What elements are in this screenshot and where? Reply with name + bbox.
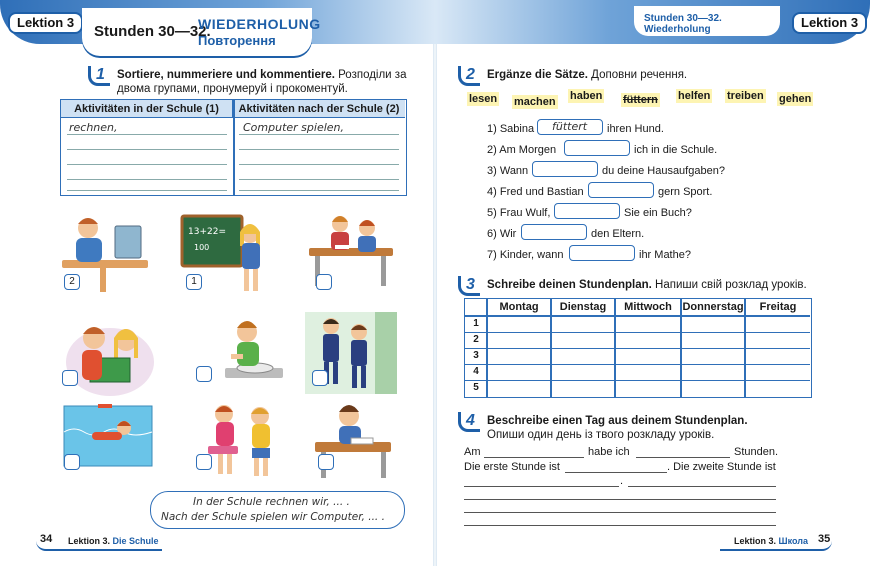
exercise-3-task-bold: Schreibe deinen Stundenplan.	[487, 279, 652, 291]
left-lesson-tab: Lektion 3	[8, 12, 83, 34]
exercise-2-task-rest: Доповни речення.	[587, 69, 688, 81]
answer-line[interactable]	[636, 457, 730, 458]
exercise-3-task	[487, 278, 807, 292]
right-footer-lektion: Lektion 3.	[734, 536, 777, 546]
right-page-number: 35	[818, 533, 831, 545]
sentence-1-answer: füttert	[552, 120, 588, 133]
picture-number-box[interactable]	[316, 274, 332, 290]
grid-line	[465, 315, 810, 317]
example-school-activity: rechnen,	[69, 121, 118, 134]
answer-line[interactable]	[464, 499, 776, 500]
right-lesson-tab: Lektion 3	[792, 12, 867, 34]
svg-text:100: 100	[194, 243, 210, 252]
write-line	[67, 164, 227, 165]
word-haben: haben	[570, 90, 603, 102]
svg-text:13+22=: 13+22=	[188, 227, 226, 237]
picture-number-box[interactable]	[64, 454, 80, 470]
write-line	[239, 179, 399, 180]
right-footer-topic: Школа	[778, 536, 808, 546]
exercise-1-task-rest: Розподіли за двома групами, пронумеруй і прокоментуй.	[117, 69, 407, 95]
boy-swimming-picture	[62, 402, 154, 484]
row-number: 2	[473, 334, 479, 345]
timetable	[464, 298, 812, 398]
word-lesen: lesen	[469, 93, 498, 105]
answer-line[interactable]	[464, 486, 619, 487]
sentence-3-start: 3) Wann	[487, 165, 529, 177]
word-helfen: helfen	[678, 90, 711, 102]
word-machen: machen	[514, 96, 556, 108]
book-spine	[433, 0, 437, 566]
sentence-7-blank[interactable]	[569, 245, 635, 261]
exercise-1-task	[117, 68, 409, 96]
activities-after-school-header: Aktivitäten nach der Schule (2)	[233, 100, 405, 118]
grid-line	[465, 364, 810, 365]
exercise-4-task-rest: Опиши один день із твого розкладу уроків.	[487, 429, 715, 441]
erste-stunde-label: Die erste Stunde ist	[464, 461, 560, 473]
sentence-3-blank[interactable]	[532, 161, 598, 177]
word-fuettern: füttern	[623, 94, 658, 106]
right-title-box	[634, 6, 780, 36]
bubble-line-2: Nach der Schule spielen wir Computer, ... .	[161, 511, 385, 523]
table-divider	[233, 100, 235, 195]
exercise-2-number: 2	[458, 66, 480, 86]
sentence-5-end: Sie ein Buch?	[624, 207, 692, 219]
grid-line	[465, 348, 810, 349]
exercise-2-task-bold: Ergänze die Sätze.	[487, 69, 588, 81]
sentence-5-blank[interactable]	[554, 203, 620, 219]
sentence-6-end: den Eltern.	[591, 228, 645, 240]
picture-number-box[interactable]: 2	[64, 274, 80, 290]
title-ukrainian: Повторення	[198, 33, 276, 48]
sentence-1-end: ihren Hund.	[607, 123, 664, 135]
zweite-stunde-label: . Die zweite Stunde ist	[667, 461, 776, 473]
picture-number-box[interactable]	[318, 454, 334, 470]
picture-number-box[interactable]: 1	[186, 274, 202, 290]
exercise-1-task-bold: Sortiere, nummeriere und kommentiere.	[117, 69, 335, 81]
day-header-donnerstag: Donnerstag	[682, 301, 744, 313]
answer-line[interactable]	[565, 472, 667, 473]
exercise-4-task-bold: Beschreibe einen Tag aus deinem Stundenplan.	[487, 415, 748, 427]
sentence-7-start: 7) Kinder, wann	[487, 249, 564, 261]
row-number: 3	[473, 350, 479, 361]
sentence-2-start: 2) Am Morgen	[487, 144, 557, 156]
answer-line[interactable]	[484, 457, 584, 458]
write-line	[67, 149, 227, 150]
stunden-label: Stunden.	[734, 446, 779, 458]
sentence-1-start: 1) Sabina	[487, 123, 535, 135]
write-line	[67, 190, 227, 191]
day-header-freitag: Freitag	[759, 301, 797, 313]
example-after-school-activity: Computer spielen,	[243, 121, 345, 134]
sentence-2-end: ich in die Schule.	[634, 144, 718, 156]
right-footer-text	[734, 536, 808, 546]
period-mark: .	[620, 475, 624, 487]
exercise-4-number: 4	[458, 412, 480, 432]
left-page-number: 34	[40, 533, 53, 545]
sentence-5-start: 5) Frau Wulf,	[487, 207, 551, 219]
am-label: Am	[464, 446, 481, 458]
kids-reading-picture	[64, 318, 156, 400]
right-page-title: Stunden 30—32. Wiederholung	[644, 13, 722, 35]
left-footer-topic: Die Schule	[112, 536, 159, 546]
answer-line[interactable]	[628, 486, 776, 487]
answer-line[interactable]	[464, 525, 776, 526]
word-gehen: gehen	[779, 93, 812, 105]
sentence-7-end: ihr Mathe?	[639, 249, 691, 261]
boy-writing-picture	[305, 400, 397, 482]
grid-line	[465, 332, 810, 333]
write-line	[67, 179, 227, 180]
activities-table	[60, 99, 407, 196]
word-treiben: treiben	[727, 90, 764, 102]
sentence-6-blank[interactable]	[521, 224, 587, 240]
picture-number-box[interactable]	[196, 454, 212, 470]
day-header-montag: Montag	[499, 301, 539, 313]
exercise-3-number: 3	[458, 276, 480, 296]
left-footer-text	[68, 536, 159, 546]
page-title: Stunden 30—32.	[94, 23, 211, 40]
title-box	[82, 8, 321, 56]
exercise-3-task-rest: Напиши свій розклад уроків.	[651, 279, 807, 291]
speech-bubble	[150, 491, 405, 529]
write-line	[239, 134, 399, 135]
sentence-4-end: gern Sport.	[658, 186, 713, 198]
bubble-line-1: In der Schule rechnen wir, ... .	[193, 496, 350, 508]
exercise-1-number: 1	[88, 66, 110, 86]
exercise-2-task	[487, 68, 687, 82]
picture-number-box[interactable]	[62, 370, 78, 386]
sentence-4-blank[interactable]	[588, 182, 654, 198]
answer-line[interactable]	[464, 512, 776, 513]
row-number: 1	[473, 318, 479, 329]
day-header-dienstag: Dienstag	[559, 301, 607, 313]
day-header-mittwoch: Mittwoch	[624, 301, 672, 313]
picture-number-box[interactable]	[196, 366, 212, 382]
sentence-2-blank[interactable]	[564, 140, 630, 156]
row-number: 4	[473, 366, 479, 377]
title-wiederholung: WIEDERHOLUNG	[198, 16, 321, 32]
boy-dishes-picture	[195, 318, 287, 400]
activities-school-header: Aktivitäten in der Schule (1)	[61, 100, 233, 118]
exercise-4-task	[487, 414, 779, 442]
sentence-1-blank[interactable]	[537, 119, 603, 135]
write-line	[239, 190, 399, 191]
sentence-6-start: 6) Wir	[487, 228, 517, 240]
picture-number-box[interactable]	[312, 370, 328, 386]
sentence-4-start: 4) Fred und Bastian	[487, 186, 584, 198]
write-line	[239, 164, 399, 165]
left-footer-lektion: Lektion 3.	[68, 536, 111, 546]
sentence-3-end: du deine Hausaufgaben?	[602, 165, 725, 177]
habe-ich-label: habe ich	[588, 446, 630, 458]
write-line	[239, 149, 399, 150]
row-number: 5	[473, 382, 479, 393]
write-line	[67, 134, 227, 135]
grid-line	[465, 380, 810, 381]
